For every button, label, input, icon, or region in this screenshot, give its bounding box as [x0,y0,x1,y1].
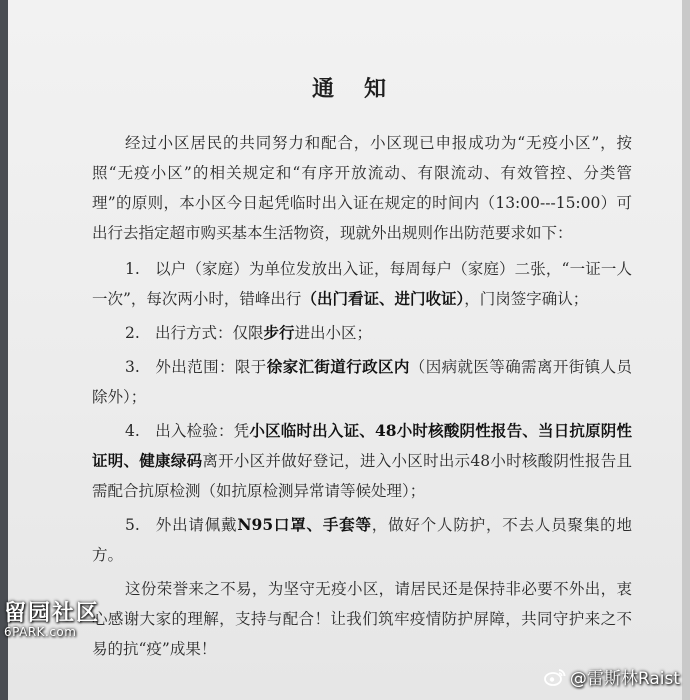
weibo-icon [544,668,566,686]
rule-item-3 [92,352,632,412]
rule-text-tail: ，门岗签字确认； [464,290,589,308]
rule-number: 4. [125,422,140,440]
notice-paper [8,0,690,700]
rule-number: 5. [125,516,140,534]
rule-text: 出行方式：仅限 [155,324,264,342]
rule-text: 以户（家庭）为单位发放出入证，每周每户（家庭）二张，“一证一人一次”，每次两小时，错峰出行 [92,260,632,308]
rule-number: 3. [125,358,140,376]
rule-item-2 [92,318,632,348]
rule-text: 出入检验：凭 [155,422,250,440]
rule-text: 外出范围：限于 [155,358,267,376]
intro-paragraph: 经过小区居民的共同努力和配合，小区现已申报成功为“无疫小区”，按照“无疫小区”的相关规定和“有序开放流动、有限流动、有效管控、分类管理”的原则，本小区今日起凭临时出入证在规定的时间内（13:00---15:00）可出行去指定超市购买基本生活物资，现就外出规则作出防范要求如下： [92,134,632,242]
weibo-handle: @雷斯林Raist [569,669,680,689]
rule-number: 2. [125,324,140,342]
rule-item-1 [92,254,632,314]
paper-edge-shadow [682,0,690,700]
rule-emphasis: 徐家汇街道行政区内 [266,357,410,376]
rule-number: 1. [125,260,140,278]
rule-item-4 [92,416,632,506]
rule-emphasis: （出门看证、进门收证） [301,289,465,308]
watermark-cn: 留园社区 [4,601,101,626]
notice-title: 通知 [311,76,416,102]
rule-text-tail: （因病就医等确需离开街镇人员除外）； [92,358,632,406]
rule-emphasis: N95口罩、手套等 [237,515,372,534]
closing-paragraph: 这份荣誉来之不易，为坚守无疫小区，请居民还是保持非必要不外出，衷心感谢大家的理解，支持与配合！让我们筑牢疫情防护屏障，共同守护来之不易的抗“疫”成果！ [92,580,632,658]
rule-emphasis: 小区临时出入证、48小时核酸阴性报告、当日抗原阴性证明、健康绿码 [92,421,632,470]
notice-body [92,128,632,670]
weibo-watermark [544,664,680,689]
rule-item-5 [92,510,632,570]
site-watermark [4,596,100,639]
watermark-en: 6PARK.com [4,625,77,639]
rule-text-tail: 进出小区； [294,324,373,342]
rule-text: 外出请佩戴 [155,516,238,534]
rule-text-tail: 离开小区并做好登记，进入小区时出示48小时核酸阴性报告且需配合抗原检测（如抗原检测异常请等候处理）； [92,452,632,500]
rule-text-tail: ，做好个人防护，不去人员聚集的地方。 [92,516,632,564]
rule-emphasis: 步行 [263,323,295,342]
